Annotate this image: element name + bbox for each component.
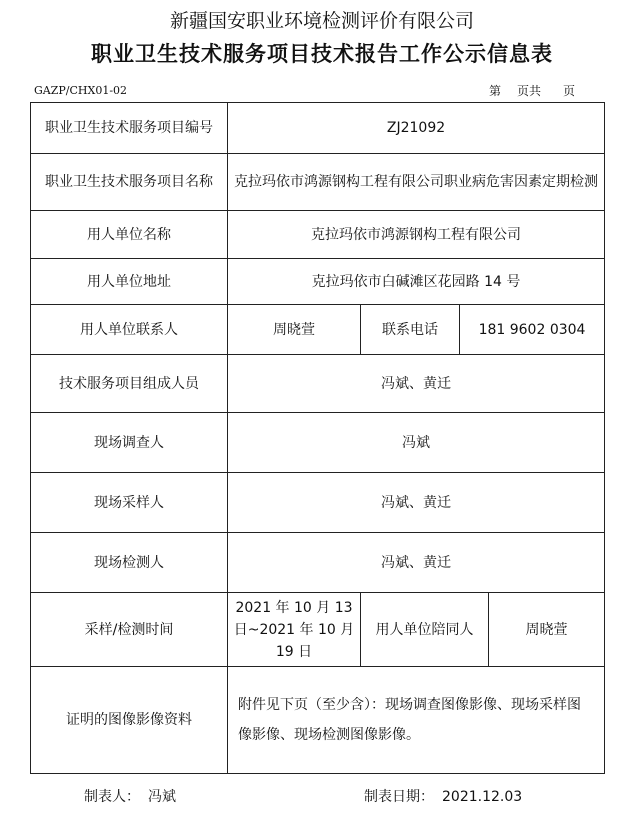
date-label: 制表日期：: [364, 789, 434, 805]
row-employer-name: [31, 211, 605, 259]
row-sampling: [31, 473, 605, 533]
contact-value: 周晓萱: [228, 305, 361, 355]
doc-code: GAZP/CHX01-02: [34, 84, 128, 97]
project-no-label: 职业卫生技术服务项目编号: [31, 103, 228, 154]
row-team: [31, 355, 605, 413]
employer-name-value: 克拉玛依市鸿源钢构工程有限公司: [228, 211, 605, 259]
row-evidence: [31, 667, 605, 774]
employer-address-value: 克拉玛依市白碱滩区花园路 14 号: [228, 259, 605, 305]
maker-label: 制表人：: [84, 789, 140, 805]
employer-name-label: 用人单位名称: [31, 211, 228, 259]
maker-value: 冯斌: [148, 789, 176, 805]
survey-label: 现场调查人: [31, 413, 228, 473]
page-label-2: 页共: [517, 84, 542, 98]
maker-line: [84, 786, 176, 806]
phone-label: 联系电话: [361, 305, 460, 355]
date-value: 2021.12.03: [442, 789, 523, 805]
row-survey: [31, 413, 605, 473]
project-name-value: 克拉玛依市鸿源钢构工程有限公司职业病危害因素定期检测: [228, 154, 605, 211]
row-employer-address: [31, 259, 605, 305]
time-value: 2021 年 10 月 13 日~2021 年 10 月 19 日: [228, 593, 361, 667]
page-info: [489, 82, 575, 99]
employer-address-label: 用人单位地址: [31, 259, 228, 305]
row-time: [31, 593, 605, 667]
companion-label: 用人单位陪同人: [361, 593, 489, 667]
evidence-value: 附件见下页（至少含）：现场调查图像影像、现场采样图像影像、现场检测图像影像。: [228, 667, 605, 774]
date-line: [364, 786, 522, 806]
testing-value: 冯斌、黄迁: [228, 533, 605, 593]
form-title: 职业卫生技术服务项目技术报告工作公示信息表: [91, 41, 553, 66]
testing-label: 现场检测人: [31, 533, 228, 593]
sampling-value: 冯斌、黄迁: [228, 473, 605, 533]
evidence-label: 证明的图像影像资料: [31, 667, 228, 774]
contact-label: 用人单位联系人: [31, 305, 228, 355]
phone-value: 181 9602 0304: [460, 305, 605, 355]
page-label-1: 第: [489, 84, 502, 98]
companion-value: 周晓萱: [489, 593, 605, 667]
time-label: 采样/检测时间: [31, 593, 228, 667]
info-table: [30, 102, 605, 774]
team-label: 技术服务项目组成人员: [31, 355, 228, 413]
team-value: 冯斌、黄迁: [228, 355, 605, 413]
survey-value: 冯斌: [228, 413, 605, 473]
row-contact: [31, 305, 605, 355]
row-testing: [31, 533, 605, 593]
row-project-no: [31, 103, 605, 154]
project-no-value: ZJ21092: [228, 103, 605, 154]
row-project-name: [31, 154, 605, 211]
sampling-label: 现场采样人: [31, 473, 228, 533]
page-label-3: 页: [563, 84, 576, 98]
project-name-label: 职业卫生技术服务项目名称: [31, 154, 228, 211]
company-name: 新疆国安职业环境检测评价有限公司: [169, 10, 474, 32]
